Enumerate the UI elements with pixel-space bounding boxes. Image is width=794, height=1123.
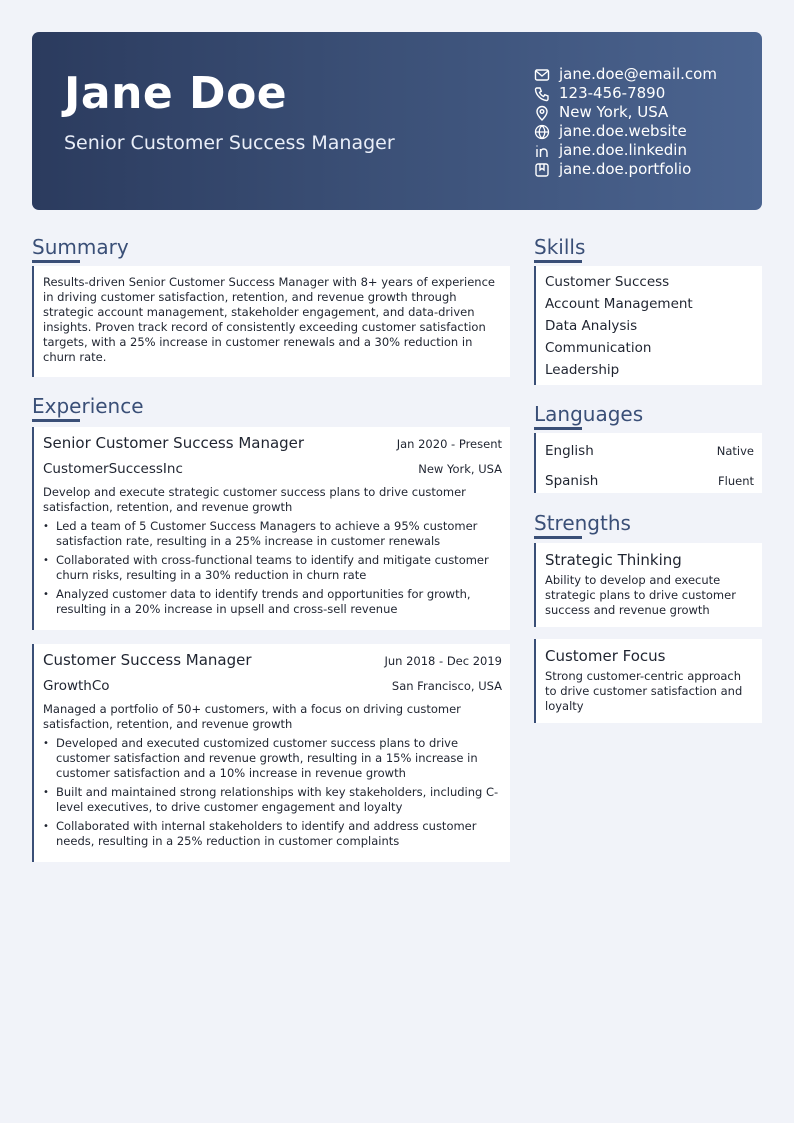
achievement-item: • Collaborated with cross-functional teams to identify and mitigate customer churn risks, resulting in a 30% reduction in churn rate	[43, 553, 502, 583]
strength-description: Ability to develop and execute strategic plans to drive customer success and revenue growth	[545, 573, 736, 617]
experience-heading: Experience	[32, 394, 144, 418]
languages-heading-rule	[534, 427, 582, 430]
summary-heading-rule	[32, 260, 80, 263]
strength-card	[534, 543, 762, 627]
experience-entry	[32, 644, 510, 862]
achievement-item: • Led a team of 5 Customer Success Managers to achieve a 95% customer satisfaction rate, resulting in a 25% increase in customer renewals	[43, 519, 502, 549]
globe-icon	[534, 124, 552, 140]
linkedin-icon	[534, 143, 552, 159]
contact-text: 123-456-7890	[559, 84, 666, 102]
summary-text: Results-driven Senior Customer Success Manager with 8+ years of experience in driving customer satisfaction, retention, and revenue growth through strategic account management, stakeholder engagement, and data-driven insights. Proven track record of consistently exceeding customer satisfaction targets, with a 25% increase in customer renewals and a 30% reduction in churn rate.	[43, 275, 495, 364]
strength-description: Strong customer-centric approach to drive customer satisfaction and loyalty	[545, 669, 743, 713]
job-location: San Francisco, USA	[391, 679, 502, 693]
job-title: Customer Success Manager	[43, 651, 252, 669]
contact-text: New York, USA	[559, 103, 669, 121]
location-pin-icon	[534, 105, 552, 121]
skill-item: Customer Success	[545, 274, 670, 290]
language-level: Native	[716, 444, 754, 458]
languages-card	[534, 433, 762, 493]
languages-heading: Languages	[534, 402, 644, 426]
skill-item: Communication	[545, 340, 652, 356]
contact-phone[interactable]	[534, 84, 717, 103]
experience-entry	[32, 427, 510, 630]
skill-item: Leadership	[545, 362, 620, 378]
skills-card	[534, 266, 762, 385]
skill-item: Account Management	[545, 296, 693, 312]
contact-location	[534, 103, 717, 122]
phone-icon	[534, 86, 552, 102]
job-description: Managed a portfolio of 50+ customers, with a focus on driving customer satisfaction, retention, and revenue growth	[43, 702, 461, 731]
contact-linkedin[interactable]	[534, 141, 717, 160]
language-row	[545, 466, 754, 496]
company-name: CustomerSuccessInc	[43, 461, 183, 477]
job-dates: Jun 2018 - Dec 2019	[384, 654, 502, 668]
candidate-role: Senior Customer Success Manager	[64, 132, 395, 154]
language-name: English	[545, 443, 594, 459]
achievement-item: • Collaborated with internal stakeholders to identify and address customer needs, resulting in a 25% reduction in customer complaints	[43, 819, 502, 849]
achievement-item: • Built and maintained strong relationships with key stakeholders, including C-level executives, to drive customer engagement and loyalty	[43, 785, 502, 815]
experience-heading-rule	[32, 419, 80, 422]
skills-heading: Skills	[534, 235, 586, 259]
contact-text: jane.doe@email.com	[559, 65, 717, 83]
achievement-item: • Developed and executed customized customer success plans to drive customer satisfaction and revenue growth, resulting in a 15% increase in customer satisfaction and a 10% increase in revenue growth	[43, 736, 502, 781]
portfolio-icon	[534, 162, 552, 178]
skills-heading-rule	[534, 260, 582, 263]
contact-website[interactable]	[534, 122, 717, 141]
language-level: Fluent	[718, 474, 754, 488]
strengths-heading: Strengths	[534, 511, 631, 535]
language-row	[545, 436, 754, 466]
summary-card	[32, 266, 510, 377]
strengths-heading-rule	[534, 536, 582, 539]
contact-text: jane.doe.website	[559, 122, 687, 140]
contact-text: jane.doe.linkedin	[559, 141, 687, 159]
resume-header	[32, 32, 762, 210]
contact-email[interactable]	[534, 65, 717, 84]
strength-card	[534, 639, 762, 723]
job-achievements	[43, 736, 502, 849]
job-dates: Jan 2020 - Present	[396, 437, 502, 451]
achievement-item: • Analyzed customer data to identify trends and opportunities for growth, resulting in a 20% increase in upsell and cross-sell revenue	[43, 587, 502, 617]
summary-heading: Summary	[32, 235, 129, 259]
company-name: GrowthCo	[43, 678, 110, 694]
job-description: Develop and execute strategic customer success plans to drive customer satisfaction, retention, and revenue growth	[43, 485, 466, 514]
job-achievements	[43, 519, 502, 617]
language-name: Spanish	[545, 473, 599, 489]
contact-portfolio[interactable]	[534, 160, 717, 179]
mail-icon	[534, 67, 552, 83]
job-location: New York, USA	[418, 462, 502, 476]
contact-list	[534, 65, 717, 179]
contact-text: jane.doe.portfolio	[559, 160, 692, 178]
strength-title: Strategic Thinking	[545, 551, 682, 569]
strength-title: Customer Focus	[545, 647, 666, 665]
job-title: Senior Customer Success Manager	[43, 434, 305, 452]
candidate-name: Jane Doe	[64, 68, 288, 119]
skill-item: Data Analysis	[545, 318, 638, 334]
